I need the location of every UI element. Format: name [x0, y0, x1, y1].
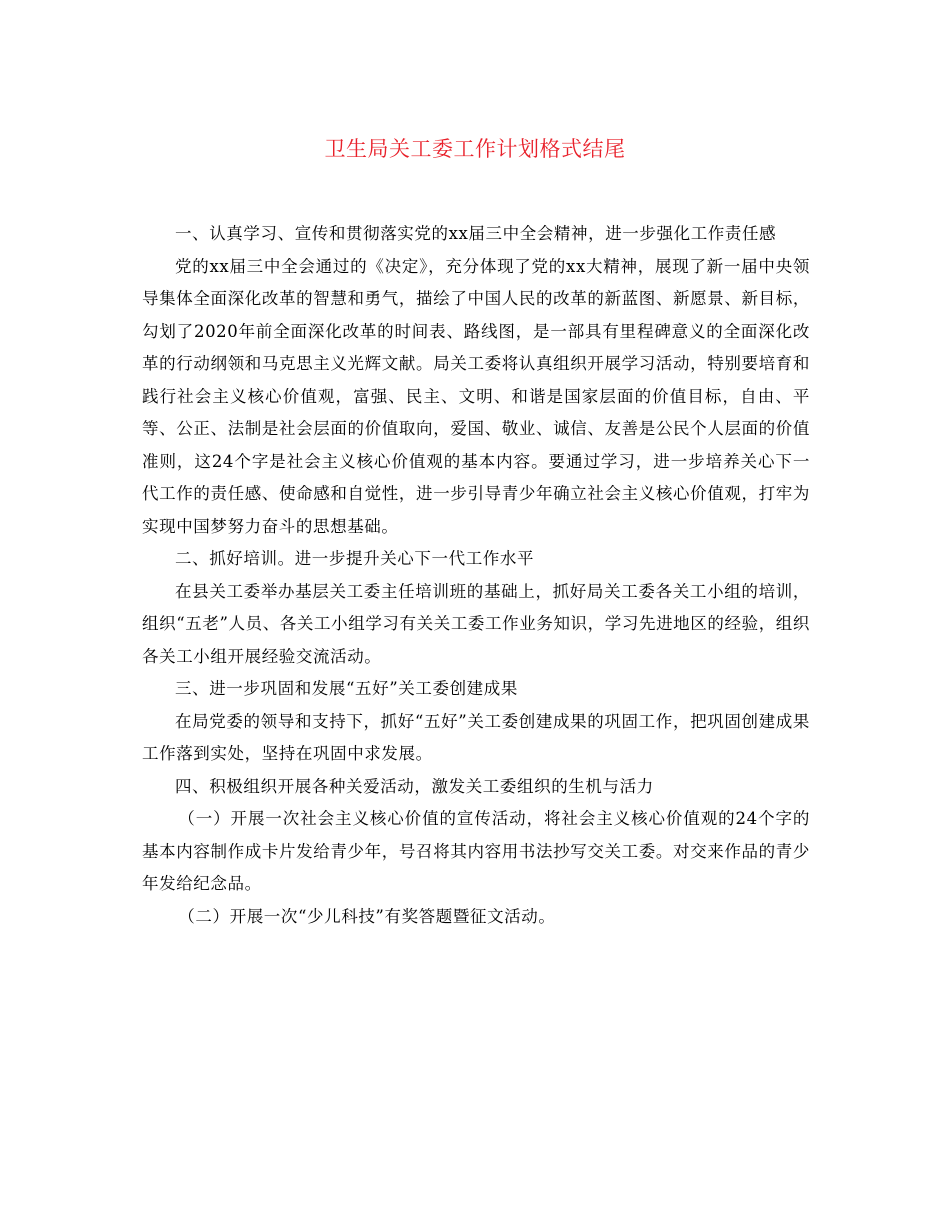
sub-item-1: （一）开展一次社会主义核心价值的宣传活动，将社会主义核心价值观的24个字的基本内容制作成卡片发给青少年，号召将其内容用书法抄写交关工委。对交来作品的青少年发给纪念品。 [142, 809, 810, 893]
document-body [142, 218, 810, 933]
paragraph-1: 党的xx届三中全会通过的《决定》，充分体现了党的xx大精神，展现了新一届中央领导集体全面深化改革的智慧和勇气，描绘了中国人民的改革的新蓝图、新愿景、新目标，勾划了2020年前全面深化改革的时间表、路线图，是一部具有里程碑意义的全面深化改革的行动纲领和马克思主义光辉文献。局关工委将认真组织开展学习活动，特别要培育和践行社会主义核心价值观，富强、民主、文明、和谐是国家层面的价值目标，自由、平等、公正、法制是社会层面的价值取向，爱国、敬业、诚信、友善是公民个人层面的价值准则，这24个字是社会主义核心价值观的基本内容。要通过学习，进一步培养关心下一代工作的责任感、使命感和自觉性，进一步引导青少年确立社会主义核心价值观，打牢为实现中国梦努力奋斗的思想基础。 [142, 256, 810, 536]
section-heading-3: 三、进一步巩固和发展“五好”关工委创建成果 [175, 679, 518, 698]
section-heading-4: 四、积极组织开展各种关爱活动，激发关工委组织的生机与活力 [175, 776, 654, 796]
sub-item-2: （二）开展一次“少儿科技”有奖答题暨征文活动。 [178, 906, 556, 926]
section-heading-1: 一、认真学习、宣传和贯彻落实党的xx届三中全会精神，进一步强化工作责任感 [175, 224, 777, 243]
paragraph-3: 在局党委的领导和支持下，抓好“五好”关工委创建成果的巩固工作，把巩固创建成果工作落到实处，坚持在巩固中求发展。 [142, 711, 810, 763]
paragraph-2: 在县关工委举办基层关工委主任培训班的基础上，抓好局关工委各关工小组的培训，组织“五老”人员、各关工小组学习有关关工委工作业务知识，学习先进地区的经验，组织各关工小组开展经验交流活动。 [142, 581, 810, 666]
document-title: 卫生局关工委工作计划格式结尾 [324, 137, 626, 161]
section-heading-2: 二、抓好培训。进一步提升关心下一代工作水平 [175, 549, 535, 568]
